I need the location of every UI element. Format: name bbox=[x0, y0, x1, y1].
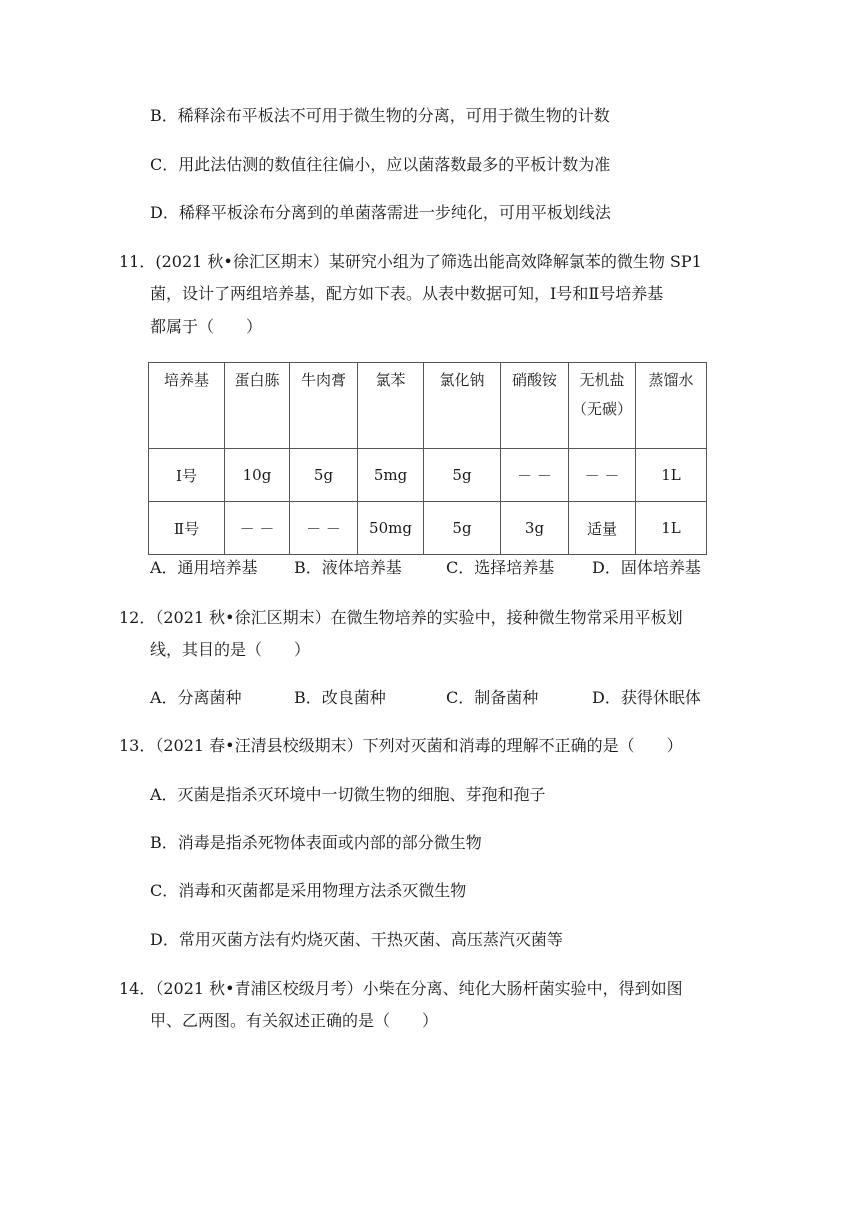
q11-option-d: D．固体培养基 bbox=[592, 558, 701, 577]
table-header-label: 无机盐 bbox=[579, 371, 625, 389]
q14-stem-line2: 甲、乙两图。有关叙述正确的是（ ） bbox=[150, 1011, 439, 1030]
q11-option-c: C．选择培养基 bbox=[446, 558, 555, 577]
table-header-cell: 培养基 bbox=[149, 363, 225, 449]
table-header-cell: 氯苯 bbox=[358, 363, 424, 449]
table-cell: 5mg bbox=[358, 449, 424, 502]
q11-stem-line2: 菌，设计了两组培养基，配方如下表。从表中数据可知，Ⅰ号和Ⅱ号培养基 bbox=[150, 284, 664, 303]
table-header-cell: 牛肉膏 bbox=[290, 363, 358, 449]
q13-option-d: D．常用灭菌方法有灼烧灭菌、干热灭菌、高压蒸汽灭菌等 bbox=[150, 930, 563, 949]
table-cell: － － bbox=[501, 449, 569, 502]
table-cell: － － bbox=[225, 502, 290, 555]
q12-option-d: D．获得休眠体 bbox=[592, 688, 701, 707]
q10-option-c: C．用此法估测的数值往往偏小，应以菌落数最多的平板计数为准 bbox=[150, 155, 611, 174]
q13-option-a: A．灭菌是指杀灭环境中一切微生物的细胞、芽孢和孢子 bbox=[150, 785, 546, 804]
q13-option-c: C．消毒和灭菌都是采用物理方法杀灭微生物 bbox=[150, 881, 467, 900]
table-header-note: （无碳） bbox=[571, 400, 632, 418]
q13-option-b: B．消毒是指杀死物体表面或内部的部分微生物 bbox=[150, 833, 482, 852]
q13-stem: 13．（2021 春•汪清县校级期末）下列对灭菌和消毒的理解不正确的是（ ） bbox=[119, 736, 683, 755]
q10-option-b: B．稀释涂布平板法不可用于微生物的分离，可用于微生物的计数 bbox=[150, 106, 610, 125]
table-cell: Ⅱ号 bbox=[149, 502, 225, 555]
q11-stem-line1: 11．(2021 秋•徐汇区期末）某研究小组为了筛选出能高效降解氯苯的微生物 SP1 bbox=[119, 252, 702, 271]
table-header-row bbox=[149, 363, 707, 449]
table-header-cell: 硝酸铵 bbox=[501, 363, 569, 449]
table-cell: － － bbox=[290, 502, 358, 555]
table-cell: 适量 bbox=[569, 502, 636, 555]
table-cell: 5g bbox=[424, 502, 501, 555]
table-cell: 50mg bbox=[358, 502, 424, 555]
table-cell: 1L bbox=[636, 449, 707, 502]
table-row bbox=[149, 502, 707, 555]
q12-option-c: C．制备菌种 bbox=[446, 688, 539, 707]
table-cell: 1L bbox=[636, 502, 707, 555]
table-cell: 3g bbox=[501, 502, 569, 555]
q11-stem-line3: 都属于（ ） bbox=[150, 317, 263, 336]
table-cell: 5g bbox=[424, 449, 501, 502]
q10-option-d: D．稀释平板涂布分离到的单菌落需进一步纯化，可用平板划线法 bbox=[150, 203, 611, 222]
q12-option-a: A．分离菌种 bbox=[150, 688, 242, 707]
table-cell: Ⅰ号 bbox=[149, 449, 225, 502]
table-header-cell: 蛋白胨 bbox=[225, 363, 290, 449]
q12-option-b: B．改良菌种 bbox=[294, 688, 386, 707]
q12-stem-line1: 12．（2021 秋•徐汇区期末）在微生物培养的实验中，接种微生物常采用平板划 bbox=[119, 608, 683, 627]
table-header-cell-inorganic-salt bbox=[569, 363, 636, 449]
table-row bbox=[149, 449, 707, 502]
q11-option-b: B．液体培养基 bbox=[294, 558, 402, 577]
table-cell: － － bbox=[569, 449, 636, 502]
medium-table bbox=[148, 362, 707, 555]
table-header-cell: 蒸馏水 bbox=[636, 363, 707, 449]
table-cell: 5g bbox=[290, 449, 358, 502]
q11-option-a: A．通用培养基 bbox=[150, 558, 258, 577]
table-header-cell: 氯化钠 bbox=[424, 363, 501, 449]
q12-stem-line2: 线，其目的是（ ） bbox=[150, 640, 311, 659]
q14-stem-line1: 14．（2021 秋•青浦区校级月考）小柴在分离、纯化大肠杆菌实验中，得到如图 bbox=[119, 979, 683, 998]
table-cell: 10g bbox=[225, 449, 290, 502]
